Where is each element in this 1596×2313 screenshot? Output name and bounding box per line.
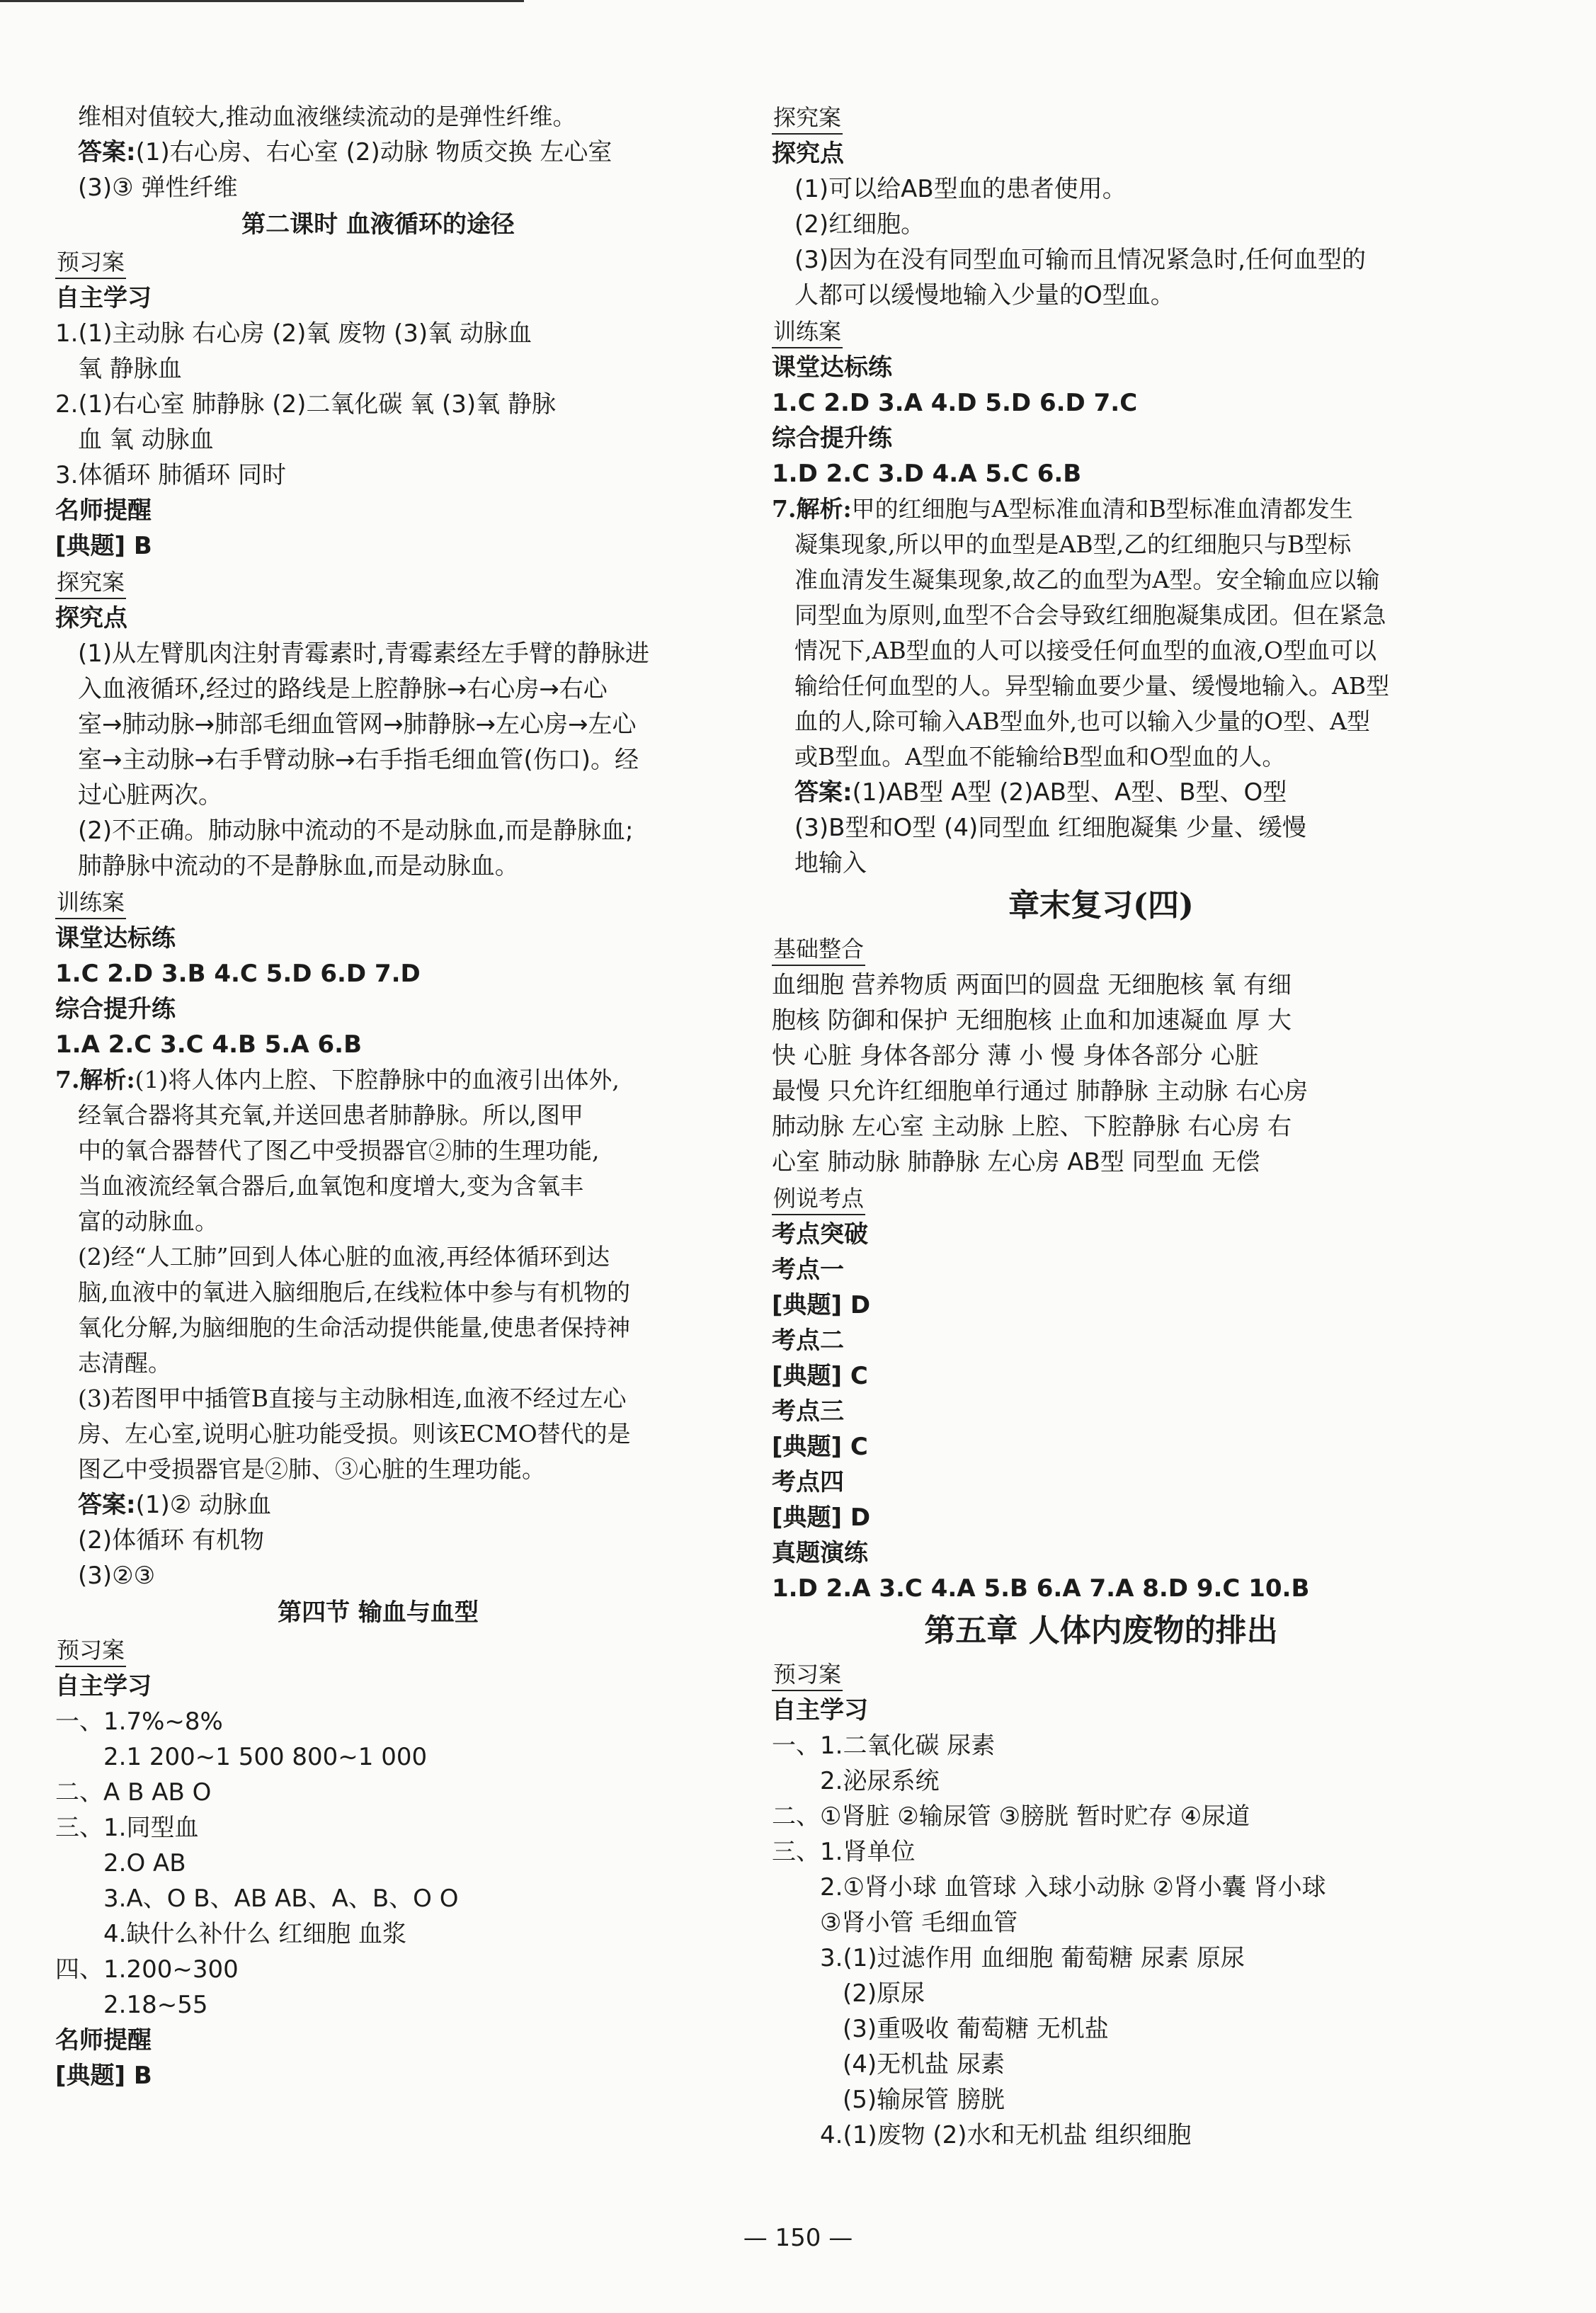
left-column — [55, 99, 701, 2093]
text-line: 1.D 2.C 3.D 4.A 5.C 6.B — [772, 460, 1082, 488]
text-line: (2)红细胞。 — [794, 210, 925, 239]
text-line: 2.18~55 — [103, 1991, 208, 2019]
text-line: (5)输尿管 膀胱 — [843, 2086, 1005, 2114]
text-line: 四、1.200~300 — [55, 1955, 239, 1984]
text-line: 房、左心室,说明心脏功能受损。则该ECMO替代的是 — [78, 1420, 631, 1448]
text-line: 人都可以缓慢地输入少量的O型血。 — [794, 281, 1175, 309]
subheading: 综合提升练 — [55, 995, 176, 1023]
text-line: 志清醒。 — [78, 1349, 171, 1377]
section-heading: 第四节 输血与血型 — [278, 1598, 479, 1627]
text-line: 3.体循环 肺循环 同时 — [55, 461, 287, 489]
subheading: [典题] D — [772, 1504, 871, 1532]
text-line: 一、1.7%~8% — [55, 1707, 223, 1736]
section-tag: 例说考点 — [772, 1183, 865, 1215]
text-line: (3)因为在没有同型血可输而且情况紧急时,任何血型的 — [794, 246, 1366, 274]
text-line: 地输入 — [794, 849, 867, 877]
text-line: 肺动脉 左心室 主动脉 上腔、下腔静脉 右心房 右 — [772, 1113, 1292, 1141]
text-line: 1.(1)主动脉 右心房 (2)氧 废物 (3)氧 动脉血 — [55, 319, 532, 348]
text-line: 输给任何血型的人。异型输血要少量、缓慢地输入。AB型 — [794, 672, 1390, 700]
subheading: 考点二 — [772, 1326, 844, 1355]
subheading: 名师提醒 — [55, 2026, 152, 2055]
text-line: 维相对值较大,推动血液继续流动的是弹性纤维。 — [78, 103, 576, 130]
text-line: 室→主动脉→右手臂动脉→右手指毛细血管(伤口)。经 — [78, 746, 639, 774]
text-line: 富的动脉血。 — [78, 1207, 218, 1235]
subheading: 课堂达标练 — [55, 924, 176, 953]
text-line: 入血液循环,经过的路线是上腔静脉→右心房→右心 — [78, 675, 608, 703]
text-line: 1.C 2.D 3.A 4.D 5.D 6.D 7.C — [772, 389, 1138, 417]
line-content: (1)右心房、右心室 (2)动脉 物质交换 左心室 — [135, 138, 612, 166]
subheading: 自主学习 — [55, 1672, 152, 1700]
line-content: (1)将人体内上腔、下腔静脉中的血液引出体外, — [135, 1066, 620, 1093]
subheading: 考点一 — [772, 1256, 844, 1284]
text-line: 室→肺动脉→肺部毛细血管网→肺静脉→左心房→左心 — [78, 710, 637, 739]
text-line: 二、A B AB O — [55, 1778, 212, 1807]
text-line: (1)从左臂肌肉注射青霉素时,青霉素经左手臂的静脉进 — [78, 640, 649, 668]
label-prefix: 7.解析: — [55, 1066, 135, 1093]
subheading: 探究点 — [772, 140, 844, 168]
chapter-heading: 第五章 人体内废物的排出 — [924, 1613, 1278, 1649]
section-tag: 预习案 — [55, 246, 126, 279]
text-line: 三、1.同型血 — [55, 1814, 199, 1842]
text-line: 1.C 2.D 3.B 4.C 5.D 6.D 7.D — [55, 960, 421, 988]
line-content: 甲的红细胞与A型标准血清和B型标准血清都发生 — [851, 495, 1353, 523]
page-number: — 150 — — [743, 2224, 853, 2252]
section-tag: 基础整合 — [772, 933, 865, 966]
text-line: 当血液流经氧合器后,血氧饱和度增大,变为含氧丰 — [78, 1172, 583, 1200]
text-line: 2.泌尿系统 — [820, 1767, 940, 1795]
line-content: (1)② 动脉血 — [135, 1491, 272, 1519]
text-line: 3.A、O B、AB AB、A、B、O O — [103, 1885, 459, 1913]
text-line: 氧化分解,为脑细胞的生命活动提供能量,使患者保持神 — [78, 1314, 630, 1341]
text-line: 血的人,除可输入AB型血外,也可以输入少量的O型、A型 — [794, 707, 1370, 735]
text-line: (2)体循环 有机物 — [78, 1526, 264, 1555]
text-line: (2)不正确。肺动脉中流动的不是动脉血,而是静脉血; — [78, 817, 634, 845]
text-line: 经氧合器将其充氧,并送回患者肺静脉。所以,图甲 — [78, 1101, 583, 1129]
subheading: 自主学习 — [55, 284, 152, 312]
text-line: 凝集现象,所以甲的血型是AB型,乙的红细胞只与B型标 — [794, 530, 1352, 558]
text-line: 三、1.肾单位 — [772, 1838, 916, 1866]
subheading: 名师提醒 — [55, 496, 152, 525]
text-line: 心室 肺动脉 肺静脉 左心房 AB型 同型血 无偿 — [772, 1148, 1260, 1176]
text-line: 过心脏两次。 — [78, 781, 222, 809]
text-line: (3)B型和O型 (4)同型血 红细胞凝集 少量、缓慢 — [794, 814, 1306, 842]
text-line — [772, 775, 1430, 810]
text-line: (2)经“人工肺”回到人体心脏的血液,再经体循环到达 — [78, 1243, 610, 1271]
text-line — [772, 491, 1430, 527]
text-line: 1.D 2.A 3.C 4.A 5.B 6.A 7.A 8.D 9.C 10.B — [772, 1574, 1310, 1603]
subheading: 考点突破 — [772, 1220, 868, 1249]
text-line: (3)重吸收 葡萄糖 无机盐 — [843, 2015, 1109, 2043]
section-tag: 预习案 — [55, 1635, 126, 1667]
text-line: 4.缺什么补什么 红细胞 血浆 — [103, 1920, 407, 1948]
text-line — [55, 135, 701, 170]
text-line: 或B型血。A型血不能输给B型血和O型血的人。 — [794, 743, 1286, 771]
section-tag: 预习案 — [772, 1659, 843, 1691]
subheading: 真题演练 — [772, 1539, 868, 1567]
text-line: 2.(1)右心室 肺静脉 (2)二氧化碳 氧 (3)氧 静脉 — [55, 390, 556, 419]
text-line: 同型血为原则,血型不合会导致红细胞凝集成团。但在紧急 — [794, 601, 1386, 629]
section-tag: 训练案 — [772, 316, 843, 348]
subheading: 综合提升练 — [772, 424, 892, 453]
subheading: 考点四 — [772, 1468, 844, 1496]
subheading: [典题] C — [772, 1433, 868, 1461]
text-line: 血细胞 营养物质 两面凹的圆盘 无细胞核 氧 有细 — [772, 971, 1292, 999]
text-line: 准血清发生凝集现象,故乙的血型为A型。安全输血应以输 — [794, 566, 1380, 593]
text-line: 血 氧 动脉血 — [78, 426, 214, 454]
text-line: 4.(1)废物 (2)水和无机盐 组织细胞 — [820, 2121, 1192, 2149]
text-line: (3)若图甲中插管B直接与主动脉相连,血液不经过左心 — [78, 1385, 627, 1412]
subheading: 自主学习 — [772, 1696, 868, 1724]
line-content: (1)AB型 A型 (2)AB型、A型、B型、O型 — [852, 778, 1287, 807]
subheading: [典题] B — [55, 532, 152, 560]
text-line — [55, 1062, 701, 1098]
subheading: [典题] B — [55, 2062, 152, 2090]
text-line: 一、1.二氧化碳 尿素 — [772, 1732, 996, 1760]
text-line: 脑,血液中的氧进入脑细胞后,在线粒体中参与有机物的 — [78, 1278, 630, 1306]
text-line — [55, 1487, 701, 1523]
right-column — [772, 99, 1430, 2153]
text-line: 二、①肾脏 ②输尿管 ③膀胱 暂时贮存 ④尿道 — [772, 1802, 1250, 1831]
text-line: 图乙中受损器官是②肺、③心脏的生理功能。 — [78, 1455, 545, 1483]
text-line: 胞核 防御和保护 无细胞核 止血和加速凝血 厚 大 — [772, 1006, 1292, 1035]
label-prefix: 答案: — [794, 778, 853, 807]
text-line: 2.①肾小球 血管球 入球小动脉 ②肾小囊 肾小球 — [820, 1873, 1326, 1902]
text-line: 最慢 只允许红细胞单行通过 肺静脉 主动脉 右心房 — [772, 1077, 1309, 1106]
text-line: 情况下,AB型血的人可以接受任何血型的血液,O型血可以 — [794, 637, 1377, 664]
label-prefix: 答案: — [78, 1491, 136, 1519]
subheading: 课堂达标练 — [772, 353, 892, 382]
subheading: [典题] C — [772, 1362, 868, 1390]
text-line: (3)③ 弹性纤维 — [78, 174, 238, 202]
text-line: ③肾小管 毛细血管 — [820, 1909, 1018, 1937]
text-line: 1.A 2.C 3.C 4.B 5.A 6.B — [55, 1030, 362, 1059]
subheading: 探究点 — [55, 604, 127, 632]
section-tag: 训练案 — [55, 887, 126, 919]
text-line: (2)原尿 — [843, 1979, 925, 2008]
text-line: 2.1 200~1 500 800~1 000 — [103, 1743, 428, 1771]
text-line: 2.O AB — [103, 1849, 186, 1877]
text-line: (1)可以给AB型血的患者使用。 — [794, 175, 1127, 203]
label-prefix: 7.解析: — [772, 495, 852, 523]
section-tag: 探究案 — [772, 102, 843, 135]
text-line: 中的氧合器替代了图乙中受损器官②肺的生理功能, — [78, 1137, 600, 1164]
subheading: [典题] D — [772, 1291, 871, 1319]
text-line: (4)无机盐 尿素 — [843, 2050, 1005, 2079]
text-line: 快 心脏 身体各部分 薄 小 慢 身体各部分 心脏 — [772, 1042, 1259, 1070]
text-line: 肺静脉中流动的不是静脉血,而是动脉血。 — [78, 852, 519, 880]
subheading: 考点三 — [772, 1397, 844, 1426]
section-heading: 第二课时 血液循环的途径 — [241, 210, 515, 239]
text-line: 3.(1)过滤作用 血细胞 葡萄糖 尿素 原尿 — [820, 1944, 1245, 1972]
chapter-heading: 章末复习(四) — [1008, 887, 1194, 924]
text-line: 氧 静脉血 — [78, 355, 182, 383]
top-rule — [0, 0, 524, 2]
label-prefix: 答案: — [78, 138, 136, 166]
section-tag: 探究案 — [55, 567, 126, 599]
text-line: (3)②③ — [78, 1562, 156, 1590]
